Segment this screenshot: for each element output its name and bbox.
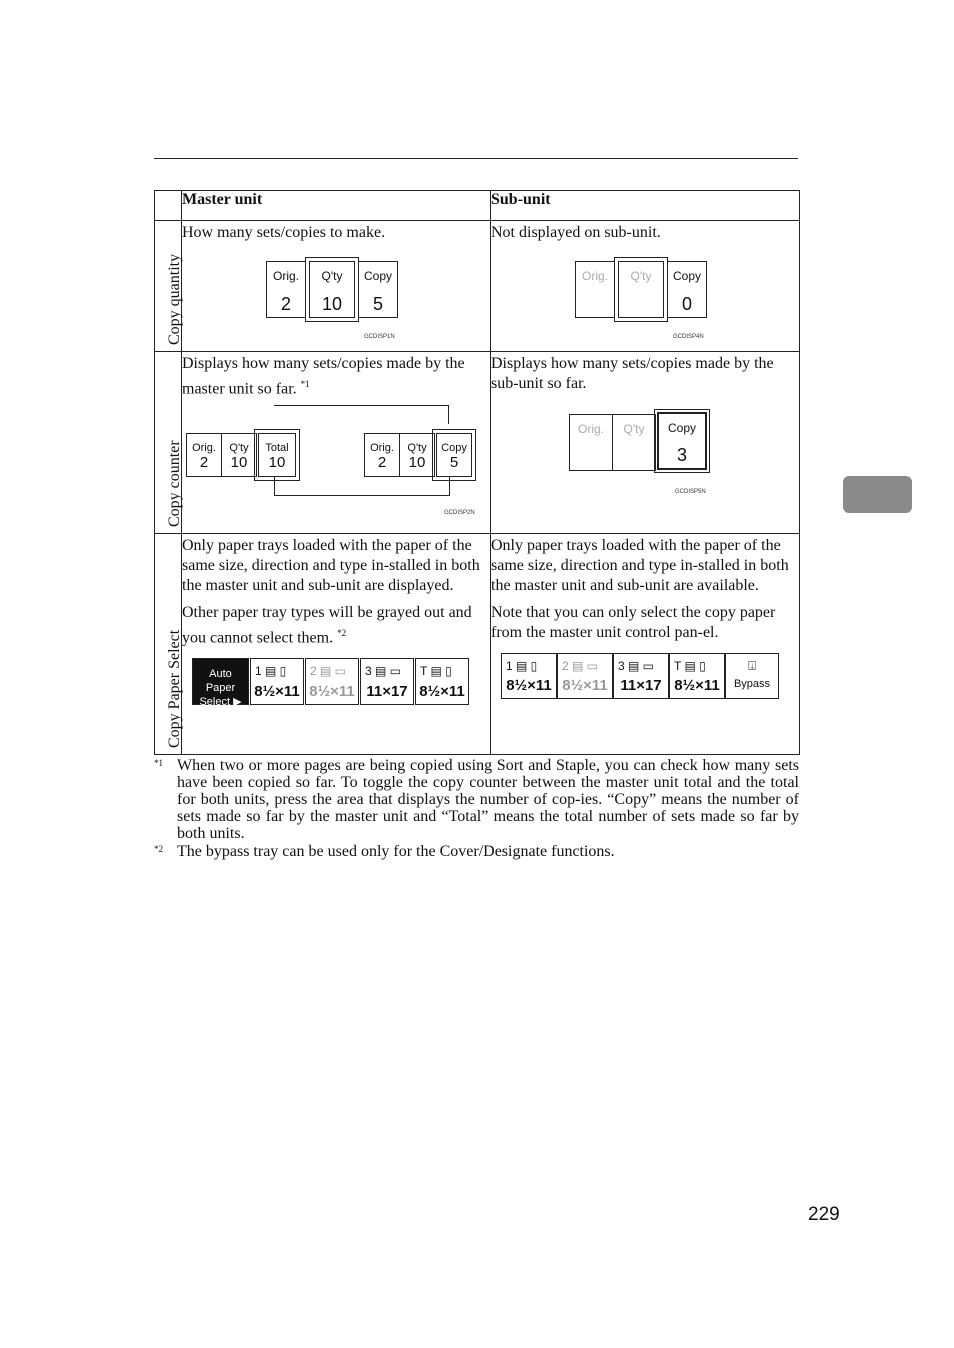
tray-t-button: T ▤ ▯ 8½×11: [669, 653, 725, 699]
row-label-copy-counter: Copy counter: [166, 440, 183, 528]
row-label-copy-quantity: Copy quantity: [166, 253, 183, 345]
master-copy-paper-select: Only paper trays loaded with the paper of the same size, direction and type in-stalled in both the master unit and sub-unit are displayed. Other paper tray types will be grayed out and you cannot select them. $^{*2}$ Auto Paper Select ▶ 1 ▤ ▯ 8½×11 2 ▤ ▭ 8½×11 3 ▤ ▭ 11×17 T ▤ ▯ 8½×11: [182, 534, 491, 755]
orig-cell: Orig. 2: [186, 433, 222, 477]
master-counter-display: [182, 399, 490, 533]
copy-cell[interactable]: Copy 5: [436, 433, 472, 477]
sub-copy-paper-select: Only paper trays loaded with the paper of the same size, direction and type in-stalled in both the master unit and sub-unit are available. Note that you can only select the copy paper from the master unit control pan-el. 1 ▤ ▯ 8½×11 2 ▤ ▭ 8½×11 3 ▤ ▭ 11×17 T ▤ ▯ 8½×11 ⍗ Bypass: [491, 534, 800, 755]
footnote-1: *1 When two or more pages are being copied using Sort and Staple, you can check how many sets have been copied so far. To toggle the copy counter between the master unit total and the total for both units, press the area that displays the number of cop-ies. “Copy” means the number of sets made so far by the master unit and “Total” means the total number of sets made so far by both units.: [154, 757, 799, 842]
tray-3-button[interactable]: 3 ▤ ▭ 11×17: [360, 658, 414, 705]
orig-cell-dim: Orig.: [575, 261, 615, 318]
row-copy-paper-select: [155, 534, 800, 755]
col-master-header: Master unit: [182, 191, 491, 221]
footnotes: [154, 757, 799, 860]
tray-1-button: 1 ▤ ▯ 8½×11: [501, 653, 557, 699]
figure-code: GCDISP5N: [675, 489, 706, 495]
sub-counter-display: [491, 394, 799, 528]
auto-paper-select-button[interactable]: Auto Paper Select ▶: [192, 658, 249, 705]
header-row: [155, 191, 800, 221]
row-copy-counter: [155, 352, 800, 534]
sub-copy-counter: Displays how many sets/copies made by the sub-unit so far. Orig. Q'ty Copy 3 GCDISP5N: [491, 352, 800, 534]
bypass-icon: ⍗: [748, 658, 756, 674]
tray-2-button: 2 ▤ ▭ 8½×11: [557, 653, 613, 699]
figure-code: GCDISP1N: [364, 334, 395, 340]
master-qty-display: [182, 243, 490, 343]
figure-code: GCDISP4N: [673, 334, 704, 340]
copy-cell: Copy 0: [667, 261, 707, 318]
header-rule: [154, 158, 798, 159]
master-tray-bar: [182, 649, 490, 709]
master-copy-quantity: How many sets/copies to make. Orig. 2 Q'ty 10 Copy 5 GCDISP1N: [182, 221, 491, 352]
figure-code: GCDISP2N: [444, 510, 475, 517]
tray-1-button[interactable]: 1 ▤ ▯ 8½×11: [250, 658, 304, 705]
qty-cell: Q'ty 10: [309, 261, 355, 318]
tray-2-button: 2 ▤ ▭ 8½×11: [305, 658, 359, 705]
master-copy-counter: Displays how many sets/copies made by the master unit so far. $^{*1}$ Orig. 2 Q'ty 10 Total 10 Orig. 2 Q'ty 10 Copy 5 GCDISP2N: [182, 352, 491, 534]
footnote-2: *2 The bypass tray can be used only for the Cover/Designate functions.: [154, 843, 615, 860]
orig-cell: Orig. 2: [266, 261, 306, 318]
sub-qty-display: [491, 243, 799, 343]
bypass-button: ⍗ Bypass: [725, 653, 779, 699]
sub-copy-quantity: Not displayed on sub-unit. Orig. Q'ty Copy 0 GCDISP4N: [491, 221, 800, 352]
tray-3-button: 3 ▤ ▭ 11×17: [613, 653, 669, 699]
tray-t-button[interactable]: T ▤ ▯ 8½×11: [415, 658, 469, 705]
qty-cell-dim: Q'ty: [612, 414, 656, 471]
row-label-copy-paper-select: Copy Paper Select: [166, 630, 183, 749]
page-number: 229: [808, 1204, 840, 1225]
row-copy-quantity: [155, 221, 800, 352]
sub-tray-bar: [491, 643, 799, 703]
col-sub-header: Sub-unit: [491, 191, 800, 221]
qty-cell: Q'ty 10: [399, 433, 435, 477]
copy-cell: Copy 5: [358, 261, 398, 318]
orig-cell: Orig. 2: [364, 433, 400, 477]
copy-cell[interactable]: Copy 3: [657, 412, 707, 470]
total-cell[interactable]: Total 10: [258, 433, 296, 477]
orig-cell-dim: Orig.: [569, 414, 613, 471]
qty-cell: Q'ty 10: [221, 433, 257, 477]
unit-comparison-table: [154, 190, 800, 755]
chapter-tab: [843, 476, 912, 513]
qty-cell-dim: Q'ty: [618, 261, 664, 318]
